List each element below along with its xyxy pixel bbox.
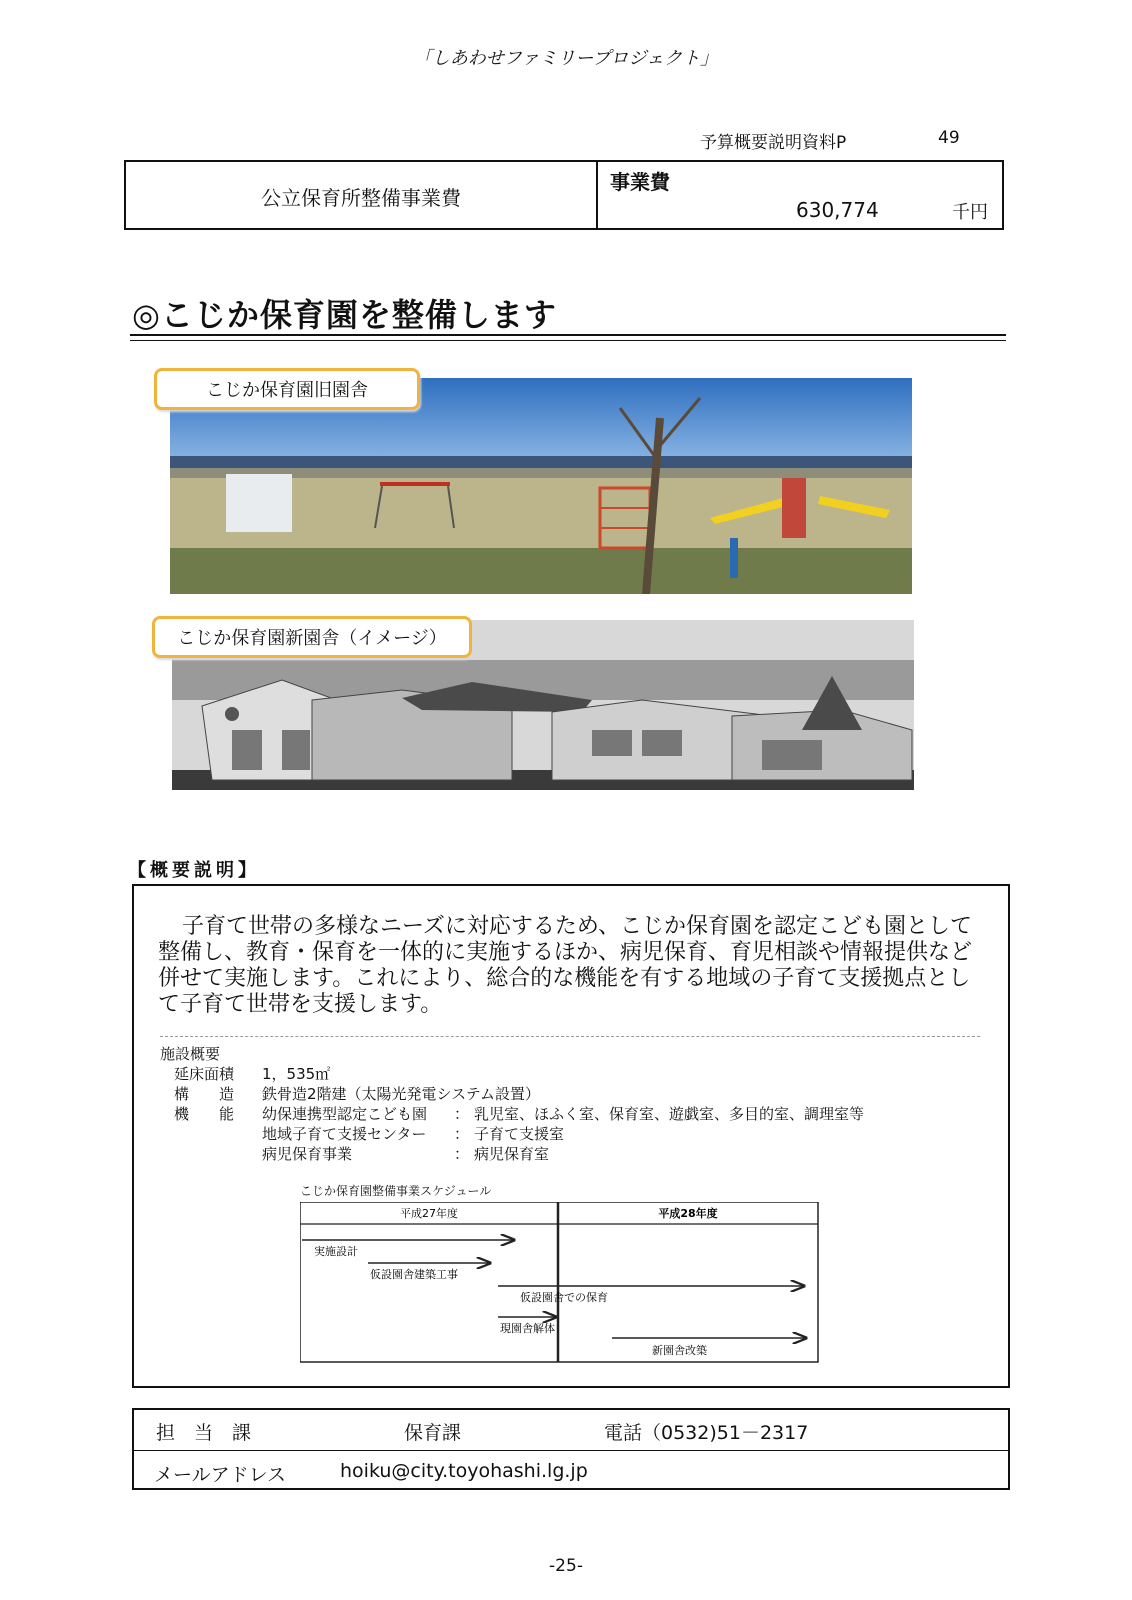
dept-name: 保育課: [404, 1422, 462, 1444]
summary-box: [132, 884, 1010, 1388]
section-title: ◎こじか保育園を整備します: [132, 296, 557, 334]
email-label: メールアドレス: [154, 1464, 287, 1486]
project-name: 公立保育所整備事業費: [261, 186, 461, 210]
title-rule-thin: [130, 340, 1006, 341]
function-rooms: 子育て支援室: [474, 1125, 565, 1143]
cost-label: 事業費: [610, 170, 670, 194]
function-rooms: 病児保育室: [474, 1145, 550, 1163]
task-label: 仮設園舎での保育: [520, 1291, 608, 1304]
cost-divider: [596, 162, 598, 228]
contact-box: [132, 1408, 1010, 1490]
reference-label: 予算概要説明資料P: [700, 133, 847, 153]
task-label: 新園舎改築: [652, 1344, 707, 1357]
old-building-label: こじか保育園旧園舎: [154, 368, 420, 410]
cost-unit: 千円: [952, 202, 988, 223]
function-name: 病児保育事業: [262, 1145, 353, 1163]
dept-label: 担 当 課: [156, 1422, 252, 1444]
task-label: 実施設計: [314, 1245, 358, 1258]
area-value: 1，535㎡: [262, 1065, 331, 1083]
cost-box: [124, 160, 1004, 230]
function-name: 幼保連携型認定こども園: [262, 1105, 428, 1123]
schedule-chart: [300, 1202, 830, 1372]
function-label: 機 能: [174, 1105, 235, 1123]
reference-page: 49: [938, 128, 960, 148]
year-label: 平成28年度: [658, 1207, 718, 1220]
title-rule: [130, 334, 1006, 336]
task-label: 現園舎解体: [500, 1322, 555, 1335]
page-number: -25-: [549, 1556, 583, 1576]
dashed-divider: [160, 1036, 980, 1037]
structure-label: 構 造: [174, 1085, 235, 1103]
function-separator: ：: [454, 1105, 470, 1123]
function-separator: ：: [454, 1125, 470, 1143]
summary-text: 子育て世帯の多様なニーズに対応するため、こじか保育園を認定こども園として整備し、教育・保育を一体的に実施するほか、病児保育、育児相談や情報提供など併せて実施します。これにより、総合的な機能を有する地域の子育て支援拠点として子育て世帯を支援します。: [158, 914, 973, 1017]
schedule-title: こじか保育園整備事業スケジュール: [300, 1184, 492, 1198]
area-label: 延床面積: [174, 1065, 235, 1083]
year-label: 平成27年度: [400, 1207, 458, 1220]
project-header: 「しあわせファミリープロジェクト」: [413, 48, 719, 69]
facility-heading: 施設概要: [160, 1045, 221, 1063]
cost-amount: 630,774: [796, 198, 879, 222]
function-name: 地域子育て支援センター: [262, 1125, 427, 1143]
function-separator: ：: [454, 1145, 470, 1163]
summary-heading: 【概要説明】: [128, 860, 260, 881]
phone-number: 電話（0532)51－2317: [604, 1422, 809, 1444]
email-address[interactable]: hoiku@city.toyohashi.lg.jp: [340, 1460, 588, 1482]
function-rooms: 乳児室、ほふく室、保育室、遊戯室、多目的室、調理室等: [474, 1105, 865, 1123]
structure-value: 鉄骨造2階建（太陽光発電システム設置）: [262, 1085, 541, 1103]
old-building-photo: [170, 378, 912, 594]
contact-divider: [134, 1450, 1008, 1451]
new-building-label: こじか保育園新園舎（イメージ）: [152, 616, 472, 658]
task-label: 仮設園舎建築工事: [370, 1268, 458, 1281]
